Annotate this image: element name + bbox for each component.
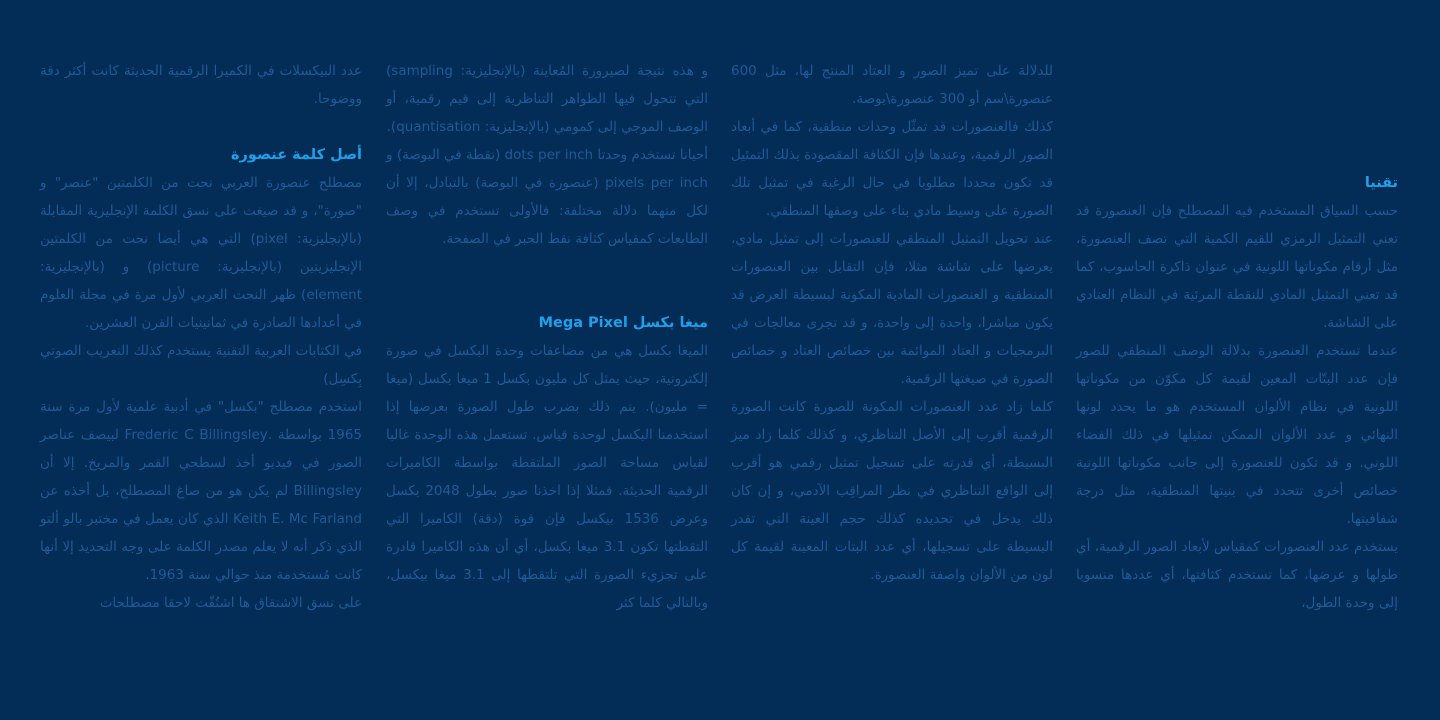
paragraph: على نسق الاشتقاق ها اشتُقّت لاحقا مصطلحات [99, 595, 362, 611]
paragraph: يستخدم عدد العنصورات كمقياس لأبعاد الصور الرقمية، أي طولها و عرضها، كما تستخدم كثافتها، أي عددها منسوبا إلى وحدة الطول، [1076, 539, 1398, 611]
paragraph: حسب السياق المستخدم فيه المصطلح فإن العنصورة قد تعني التمثيل الرمزي للقيم الكمية التي تصف العنصورة، مثل أرقام مكوناتها اللونية في عنوان ذاكرة الحاسوب، كما قد تعني التمثيل المادي للنقطة المرئية في النظام العتادي على الشاشة. [1076, 203, 1398, 331]
text-column-1 [1076, 169, 1398, 617]
paragraph: كذلك فالعنصورات قد تمثّل وحدات منطقية، كما في أبعاد الصور الرقمية، وعندها فإن الكثافة المقصودة بذلك التمثيل قد تكون محددا مطلوبا في حال الرغبة في تمثيل تلك الصورة على وسيط مادي بناء على وصفها المنطقي. [731, 119, 1053, 219]
paragraph: استخدم مصطلح "بكسل" في أدبية علمية لأول مرة سنة 1965 بواسطة .Frederic C Billingsley لبيصف عناصر الصور في فيديو أخذ لسطحي القمر والمريخ. إلا أن Billingsley لم يكن هو من صاغ المصطلح، بل أخذه عن Keith E. Mc Farland الذي كان يعمل في مختبر بالو ألتو الذي ذكر أنه لا يعلم مصدر الكلمة على وجه التحديد إلا أنها كانت مُستخدمة منذ حوالي سنة 1963. [40, 399, 363, 583]
paragraph: عدد البيكسلات في الكميرا الرقمية الحديثة كانت أكثر دقة ووضوحا. [40, 63, 362, 107]
section-heading: تقنيا [1364, 175, 1398, 191]
text-column-4 [40, 57, 362, 617]
paragraph: و هذه نتيجة لصيرورة المُعاينة (بالإنجليزية: sampling) التي تتحول فيها الظواهر التناظرية إلى قيم رقمية، أو الوصف الموجي إلى كمومي (بالإنجليزية: quantisation). [386, 63, 708, 135]
spacer [40, 113, 362, 141]
paragraph: كلما زاد عدد العنصورات المكونة للصورة كانت الصورة الرقمية أقرب إلى الأصل التناظري، و كذلك كلما زاد ميز البسيطة، أي قدرته على تسجيل تمثيل رقمي هو أقرب إلى الواقع التناظري في نظر المراقِب الآدمي، و إن كان ذلك يدخل في تحديده كذلك حجم العينة التي تقدر البسيطة على تسجيلها، أي عدد البتات المعينة لقيمة كل لون من الألوان واصفة العنصورة. [731, 399, 1053, 583]
paragraph: للدلالة على تميز الصور و العتاد المنتج لها، مثل 600 عنصورة\سم أو 300 عنصورة\بوصة. [731, 63, 1053, 107]
text-column-2 [731, 57, 1053, 589]
paragraph: عند تحويل التمثيل المنطقي للعنصورات إلى تمثيل مادي، بعرضها على شاشة مثلا، فإن التقابل بين العنصورات المنطقية و العنصورات المادية المكونة لبسيطة العرض قد يكون مباشرا، واحدة إلى واحدة، و قد تجرى معالجات في البرمجيات و العتاد الموائمة بين خصائص العتاد و خصائص الصورة في صيغتها الرقمية. [731, 231, 1053, 387]
paragraph: أحيانا تستخدم وحدتا dots per inch (نقطة في البوصة) و pixels per inch (عنصورة في البوصة) بالتبادل، إلا أن لكل منهما دلالة مختلفة: فالأولى تستخدم في وصف الطابعات كمقياس كثافة نقط الحبر في الصفحة. [386, 147, 709, 247]
text-column-3 [386, 57, 708, 617]
paragraph: في الكتابات العربية التقنية يستخدم كذلك التعريب الصوتي بِكسِل) [40, 343, 362, 387]
paragraph: عندما تستخدم العنصورة بدلالة الوصف المنطقي للصور فإن عدد البتّات المعين لقيمة كل مكوّن من مكوناتها اللونية في نظام الألوان المستخدم هو ما يحدد لونها النهائي و عدد الألوان الممكن تمثيلها في ذلك الفضاء اللوني. و قد تكون للعنصورة إلى جانب مكوناتها اللونية خصائص أخرى تتحدد في بنيتها المنطقية، مثل درجة شفافيتها. [1076, 343, 1398, 527]
section-heading: أصل كلمة عنصورة [231, 147, 362, 163]
paragraph: مصطلح عنصورة العربي نحت من الكلمتين "عنصر" و "صورة"، و قد صيغت على نسق الكلمة الإنجليزية المقابلة (بالإنجليزية: pixel) التي هي أيضا نحت من الكلمتين الإنجليزيتين (بالإنجليزية: picture) و (بالإنجليزية: element) ظهر النحت العربي لأول مرة في مجلة العلوم في أعدادها الصادرة في ثمانينيات القرن العشرين. [40, 175, 362, 331]
spacer [386, 253, 708, 309]
paragraph: الميغا بكسل هي من مضاعفات وحدة البكسل في صورة إلكترونية، حيث يمثل كل مليون بكسل 1 ميغا بكسل (ميغا = مليون). يتم ذلك بضرب طول الصورة بعرضها إذا استخدمنا البكسل لوحدة قياس. تستعمل هذه الوحدة غالبا لقياس مساحة الصور الملتقطة بواسطة الكاميرات الرقمية الحديثة. فمثلا إذا اخذنا صور بطول 2048 بكسل وعرض 1536 بيكسل فإن قوة (دقة) الكاميرا التي التقطتها تكون 3.1 ميغا بكسل، أي أن هذه الكاميرا قادرة على تجزيء الصورة التي تلتقطها إلى 3.1 ميغا بيكسل، وبالتالي كلما كثر [386, 343, 708, 611]
section-heading: ميغا بكسل Mega Pixel [538, 315, 708, 331]
